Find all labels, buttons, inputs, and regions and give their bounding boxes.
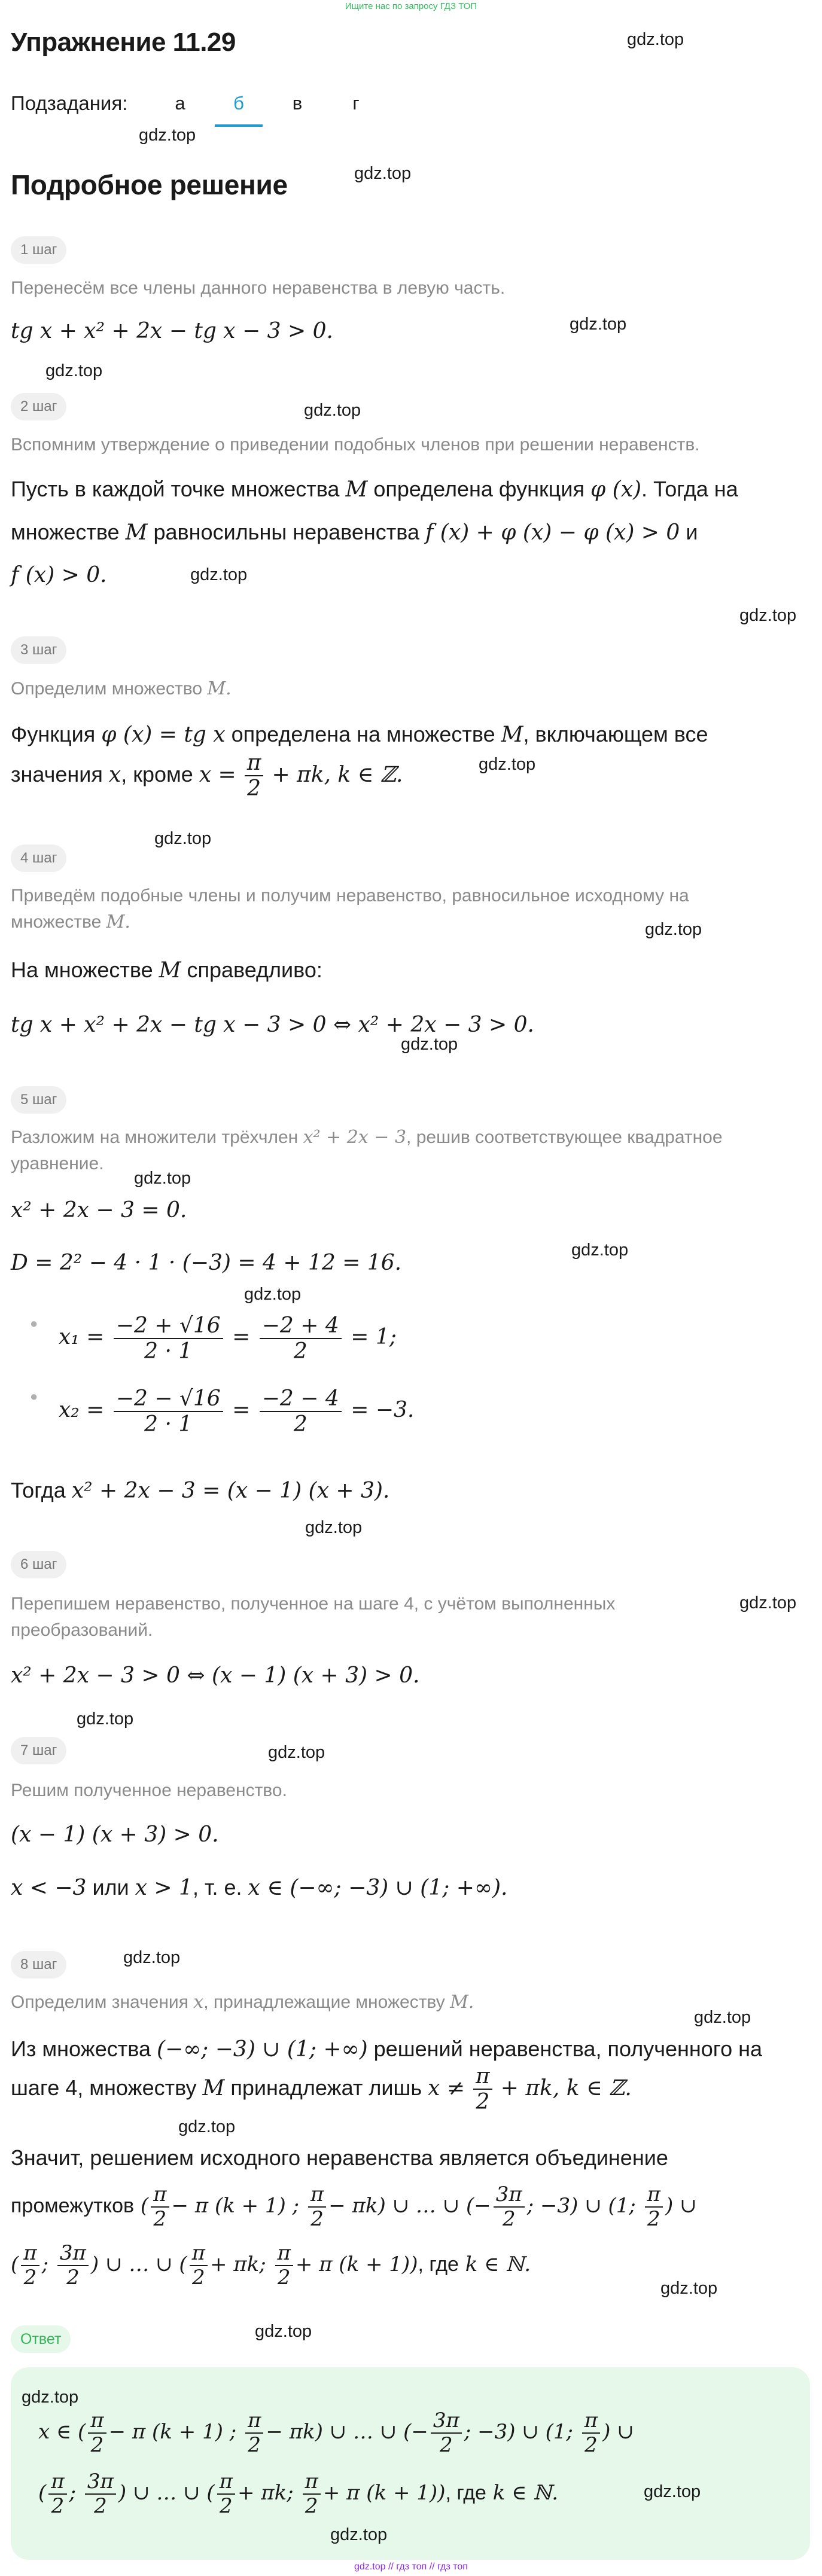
formula: x² + 2x − 3 = 0. bbox=[11, 1198, 187, 1223]
answer-badge: Ответ bbox=[11, 2325, 71, 2353]
watermark: gdz.top bbox=[123, 1948, 181, 1967]
watermark: gdz.top bbox=[739, 606, 797, 625]
tab-v[interactable]: в bbox=[292, 93, 303, 114]
watermark: gdz.top bbox=[354, 164, 412, 183]
step-lead: Перепишем неравенство, полученное на шаге 4, с учётом выполненных bbox=[11, 1594, 616, 1614]
step-lead: множестве M. bbox=[11, 911, 130, 932]
watermark: gdz.top bbox=[571, 1240, 629, 1260]
step-lead: Разложим на множители трёхчлен x² + 2x − 3, решив соответствующее квадратное bbox=[11, 1127, 723, 1148]
fraction: $\frac{3\pi}{2}$ bbox=[494, 2183, 525, 2231]
watermark: gdz.top bbox=[739, 1593, 797, 1612]
formula: промежутков ( $\frac{\pi}{2}$ − π (k + 1) ; $\frac{\pi}{2}$ − πk) ∪ … ∪ (− $\frac{3\pi}{2}$ ; −3) ∪ (1; $\frac{\pi}{2}$ ) ∪ bbox=[11, 2182, 697, 2231]
watermark: gdz.top bbox=[45, 361, 103, 380]
watermark: gdz.top bbox=[255, 2322, 312, 2341]
fraction: $\frac{-2 - √16}{2 \cdot 1}$ bbox=[114, 1386, 223, 1437]
watermark: gdz.top bbox=[154, 829, 212, 848]
bullet: ● bbox=[30, 1316, 38, 1331]
tab-g[interactable]: г bbox=[352, 93, 360, 114]
tab-a[interactable]: а bbox=[175, 93, 185, 114]
subtasks-label: Подзадания: bbox=[11, 92, 128, 114]
step-lead: Решим полученное неравенство. bbox=[11, 1781, 287, 1800]
fraction: $\frac{\pi}{2}$ bbox=[645, 2183, 663, 2231]
fraction: $\frac{\pi}{2}$ bbox=[88, 2409, 106, 2457]
watermark: gdz.top bbox=[268, 1743, 325, 1762]
watermark: gdz.top bbox=[77, 1709, 134, 1728]
text-line: Пусть в каждой точке множества M определена функция φ (x). Тогда на bbox=[11, 477, 738, 502]
watermark: gdz.top bbox=[305, 1518, 363, 1537]
fraction: $\frac{\pi}{2}$ bbox=[582, 2409, 600, 2457]
fraction: $\frac{\pi}{2}$ bbox=[151, 2183, 169, 2231]
text-line: значения x, кроме x = $\frac{\pi}{2}$ + πk, k ∈ ℤ. bbox=[11, 751, 403, 801]
formula: D = 2² − 4 · 1 · (−3) = 4 + 12 = 16. bbox=[11, 1251, 402, 1275]
watermark: gdz.top bbox=[178, 2117, 236, 2136]
fraction: $\frac{\pi}{2}$ bbox=[245, 2409, 263, 2457]
step-badge: 8 шаг bbox=[11, 1951, 66, 1979]
watermark: gdz.top bbox=[190, 565, 248, 584]
formula: tg x + x² + 2x − tg x − 3 > 0 ⇔ x² + 2x − 3 > 0. bbox=[11, 1013, 534, 1037]
step-badge: 4 шаг bbox=[11, 845, 66, 872]
fraction: $\frac{-2 + √16}{2 \cdot 1}$ bbox=[114, 1313, 223, 1364]
answer-formula: ( $\frac{\pi}{2}$ ; $\frac{3\pi}{2}$ ) ∪ … ∪ ( $\frac{\pi}{2}$ + πk; $\frac{\pi}{2}$ + π (k + 1)), где k ∈ ℕ. bbox=[38, 2469, 559, 2518]
text-line: множестве M равносильны неравенства f (x) + φ (x) − φ (x) > 0 и bbox=[11, 520, 698, 545]
answer-box bbox=[11, 2367, 810, 2560]
fraction: $\frac{-2 + 4}{2}$ bbox=[260, 1313, 342, 1364]
formula: tg x + x² + 2x − tg x − 3 > 0. bbox=[11, 319, 333, 343]
formula: f (x) > 0. bbox=[11, 563, 107, 587]
step-lead: Определим множество M. bbox=[11, 678, 232, 699]
fraction: $\frac{3\pi}{2}$ bbox=[431, 2409, 462, 2457]
step-lead: Перенесём все члены данного неравенства в левую часть. bbox=[11, 278, 506, 298]
text-line: Значит, решением исходного неравенства является объединение bbox=[11, 2145, 668, 2170]
step-badge: 6 шаг bbox=[11, 1551, 66, 1578]
fraction: $\frac{\pi}{2}$ bbox=[275, 2242, 293, 2290]
formula: x² + 2x − 3 > 0 ⇔ (x − 1) (x + 3) > 0. bbox=[11, 1663, 420, 1688]
watermark: gdz.top bbox=[479, 755, 536, 774]
step-lead: Приведём подобные члены и получим неравенство, равносильное исходному на bbox=[11, 886, 689, 906]
watermark: gdz.top bbox=[694, 2008, 751, 2027]
fraction: $\frac{\pi}{2}$ bbox=[303, 2470, 321, 2518]
fraction: $\frac{\pi}{2}$ bbox=[48, 2470, 66, 2518]
step-badge: 5 шаг bbox=[11, 1086, 66, 1114]
top-ad[interactable]: Ищите нас по запросу ГДЗ ТОП bbox=[345, 1, 477, 11]
footer[interactable]: gdz.top // гдз топ // гдз топ bbox=[354, 2562, 468, 2572]
watermark: gdz.top bbox=[645, 920, 702, 939]
formula: x₁ = $\frac{-2 + √16}{2 \cdot 1}$ = $\frac{-2 + 4}{2}$ = 1; bbox=[59, 1313, 397, 1364]
fraction: $\frac{\pi}{2}$ bbox=[217, 2470, 235, 2518]
watermark: gdz.top bbox=[244, 1285, 302, 1304]
watermark: gdz.top bbox=[644, 2482, 701, 2501]
formula: x₂ = $\frac{-2 - √16}{2 \cdot 1}$ = $\frac{-2 - 4}{2}$ = −3. bbox=[59, 1386, 415, 1437]
fraction: $\frac{\pi}{2}$ bbox=[21, 2242, 39, 2290]
watermark: gdz.top bbox=[627, 30, 684, 49]
fraction: $\frac{\pi}{2}$ bbox=[190, 2242, 208, 2290]
watermark: gdz.top bbox=[134, 1169, 191, 1188]
watermark: gdz.top bbox=[401, 1035, 458, 1054]
section-title: Подробное решение bbox=[11, 169, 288, 200]
formula: ( $\frac{\pi}{2}$ ; $\frac{3\pi}{2}$ ) ∪ … ∪ ( $\frac{\pi}{2}$ + πk; $\frac{\pi}{2}$ + π (k + 1)), где k ∈ ℕ. bbox=[11, 2240, 531, 2290]
fraction: $\frac{3\pi}{2}$ bbox=[85, 2470, 116, 2518]
step-lead: преобразований. bbox=[11, 1620, 153, 1640]
text-line: Тогда x² + 2x − 3 = (x − 1) (x + 3). bbox=[11, 1478, 390, 1503]
watermark: gdz.top bbox=[570, 315, 627, 334]
fraction: $\frac{3\pi}{2}$ bbox=[57, 2242, 89, 2290]
answer-formula: x ∈ ( $\frac{\pi}{2}$ − π (k + 1) ; $\frac{\pi}{2}$ − πk) ∪ … ∪ (− $\frac{3\pi}{2}$ ; −3) ∪ (1; $\frac{\pi}{2}$ ) ∪ bbox=[38, 2408, 634, 2457]
text-line: шаге 4, множеству M принадлежат лишь x ≠ $\frac{\pi}{2}$ + πk, k ∈ ℤ. bbox=[11, 2064, 632, 2115]
page-title: Упражнение 11.29 bbox=[11, 28, 236, 57]
step-lead: уравнение. bbox=[11, 1154, 104, 1173]
watermark: gdz.top bbox=[139, 126, 196, 145]
fraction: $\frac{\pi}{2}$ bbox=[308, 2183, 326, 2231]
text-line: x < −3 или x > 1, т. е. x ∈ (−∞; −3) ∪ (1; +∞). bbox=[11, 1875, 508, 1900]
text-line: Функция φ (x) = tg x определена на множестве M, включающем все bbox=[11, 722, 708, 747]
watermark: gdz.top bbox=[22, 2388, 79, 2407]
text-line: Из множества (−∞; −3) ∪ (1; +∞) решений неравенства, полученного на bbox=[11, 2037, 763, 2062]
watermark: gdz.top bbox=[304, 401, 361, 420]
step-badge: 1 шаг bbox=[11, 236, 66, 264]
step-badge: 3 шаг bbox=[11, 636, 66, 664]
watermark: gdz.top bbox=[330, 2525, 388, 2544]
formula: (x − 1) (x + 3) > 0. bbox=[11, 1822, 219, 1847]
fraction: $\frac{-2 - 4}{2}$ bbox=[260, 1386, 342, 1437]
step-badge: 2 шаг bbox=[11, 393, 66, 420]
watermark: gdz.top bbox=[660, 2279, 718, 2298]
step-lead: Вспомним утверждение о приведении подобных членов при решении неравенств. bbox=[11, 435, 700, 455]
text-line: На множестве M справедливо: bbox=[11, 958, 322, 983]
fraction: $\frac{\pi}{2}$ bbox=[473, 2064, 492, 2115]
tab-b[interactable]: б bbox=[215, 90, 263, 127]
fraction: $\frac{\pi}{2}$ bbox=[245, 751, 264, 801]
bullet: ● bbox=[30, 1389, 38, 1404]
step-lead: Определим значения x, принадлежащие множеству M. bbox=[11, 1992, 474, 2013]
step-badge: 7 шаг bbox=[11, 1737, 66, 1764]
